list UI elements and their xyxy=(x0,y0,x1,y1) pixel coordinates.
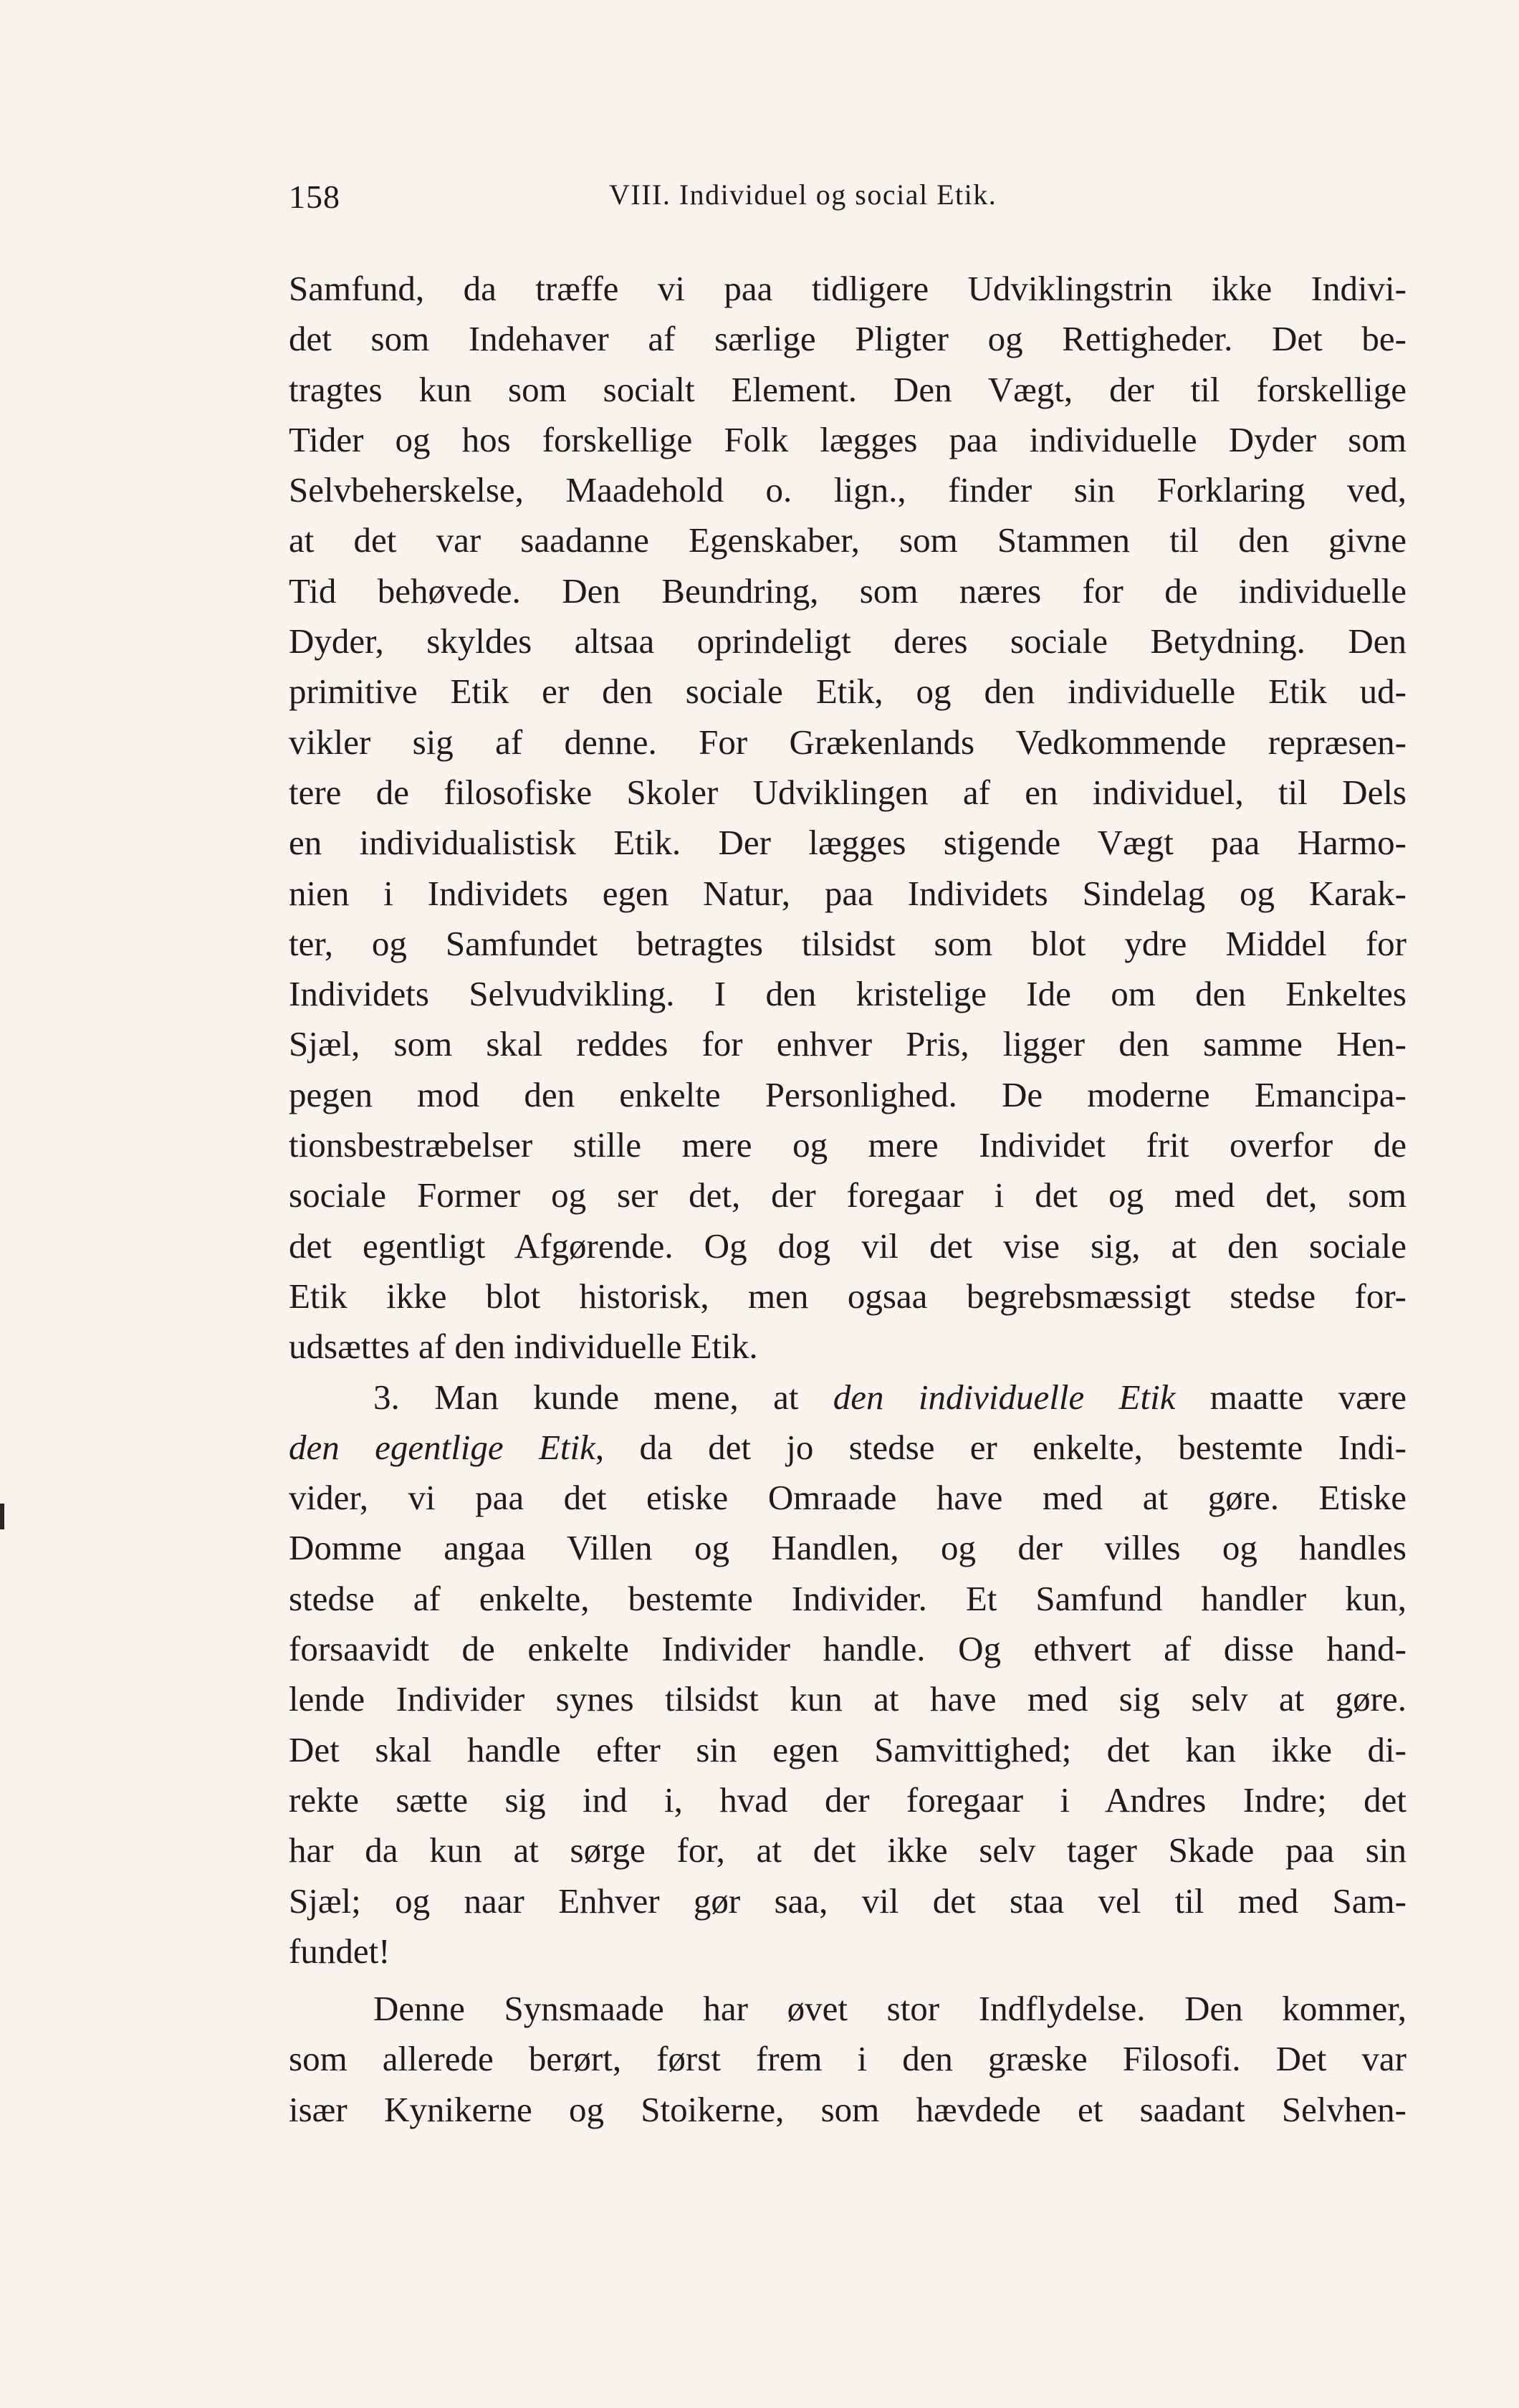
text-line: tionsbestræbelser stille mere og mere Individet frit overfor de xyxy=(289,1125,1407,1165)
text-line: Samfund, da træffe vi paa tidligere Udviklingstrin ikke Indivi- xyxy=(289,269,1407,308)
text-line: det som Indehaver af særlige Pligter og Rettigheder. Det be- xyxy=(289,319,1407,359)
paragraph-opening-line: Denne Synsmaade har øvet stor Indflydelse. Den kommer, xyxy=(373,1989,1407,2029)
text-line: rekte sætte sig ind i, hvad der foregaar i Andres Indre; det xyxy=(289,1779,1407,1820)
text-line: primitive Etik er den sociale Etik, og den individuelle Etik ud- xyxy=(289,672,1407,712)
text-line: Tid behøvede. Den Beundring, som næres for de individuelle xyxy=(289,570,1407,611)
page-number: 158 xyxy=(289,178,340,215)
line-text: maatte være xyxy=(1175,1377,1407,1417)
text-line: Dyder, skyldes altsaa oprindeligt deres sociale Betydning. Den xyxy=(289,621,1407,661)
text-line: nien i Individets egen Natur, paa Individets Sindelag og Karak- xyxy=(289,873,1407,913)
text-line: pegen mod den enkelte Personlighed. De moderne Emancipa- xyxy=(289,1074,1407,1114)
text-line: Individets Selvudvikling. I den kristelige Ide om den Enkeltes xyxy=(289,974,1407,1014)
text-line xyxy=(289,1423,1407,1473)
text-line: det egentligt Afgørende. Og dog vil det vise sig, at den sociale xyxy=(289,1226,1407,1266)
line-text: , da det jo stedse er enkelte, bestemte Indi- xyxy=(595,1427,1407,1467)
italic-term: den egentlige Etik xyxy=(289,1427,595,1467)
text-line: en individualistisk Etik. Der lægges stigende Vægt paa Harmo- xyxy=(289,823,1407,863)
section-3-opening-line xyxy=(289,1372,1407,1423)
scan-edge-mark xyxy=(0,1504,4,1529)
text-line: Selvbeherskelse, Maadehold o. lign., finder sin Forklaring ved, xyxy=(289,470,1407,510)
text-line: stedse af enkelte, bestemte Individer. Et Samfund handler kun, xyxy=(289,1578,1407,1618)
text-line: Det skal handle efter sin egen Samvittighed; det kan ikke di- xyxy=(289,1729,1407,1769)
running-title: VIII. Individuel og social Etik. xyxy=(609,178,997,211)
text-line: Sjæl, som skal reddes for enhver Pris, ligger den samme Hen- xyxy=(289,1024,1407,1064)
text-line: at det var saadanne Egenskaber, som Stammen til den givne xyxy=(289,520,1407,560)
text-line: Sjæl; og naar Enhver gør saa, vil det staa vel til med Sam- xyxy=(289,1881,1407,1921)
paragraph-end-line: fundet! xyxy=(289,1931,390,1971)
text-line: tragtes kun som socialt Element. Den Vægt, der til forskellige xyxy=(289,369,1407,409)
text-line: tere de filosofiske Skoler Udviklingen af en individuel, til Dels xyxy=(289,772,1407,812)
text-line: vider, vi paa det etiske Omraade have med at gøre. Etiske xyxy=(289,1478,1407,1518)
line-text: 3. Man kunde mene, at xyxy=(373,1377,833,1417)
text-line: Tider og hos forskellige Folk lægges paa individuelle Dyder som xyxy=(289,419,1407,459)
text-line: Etik ikke blot historisk, men ogsaa begrebsmæssigt stedse for- xyxy=(289,1276,1407,1316)
body-text xyxy=(289,264,1407,2135)
text-line: Domme angaa Villen og Handlen, og der villes og handles xyxy=(289,1528,1407,1568)
running-header xyxy=(289,178,1407,221)
text-line: lende Individer synes tilsidst kun at have med sig selv at gøre. xyxy=(289,1679,1407,1719)
paragraph-end-line: udsættes af den individuelle Etik. xyxy=(289,1327,758,1367)
italic-term: den individuelle Etik xyxy=(833,1377,1176,1417)
text-line: som allerede berørt, først frem i den græske Filosofi. Det var xyxy=(289,2039,1407,2079)
text-line: har da kun at sørge for, at det ikke selv tager Skade paa sin xyxy=(289,1830,1407,1870)
text-line: sociale Former og ser det, der foregaar i det og med det, som xyxy=(289,1175,1407,1215)
text-line: vikler sig af denne. For Grækenlands Vedkommende repræsen- xyxy=(289,722,1407,762)
text-line: især Kynikerne og Stoikerne, som hævdede et saadant Selvhen- xyxy=(289,2089,1407,2129)
text-line: ter, og Samfundet betragtes tilsidst som blot ydre Middel for xyxy=(289,923,1407,963)
text-line: forsaavidt de enkelte Individer handle. Og ethvert af disse hand- xyxy=(289,1629,1407,1669)
